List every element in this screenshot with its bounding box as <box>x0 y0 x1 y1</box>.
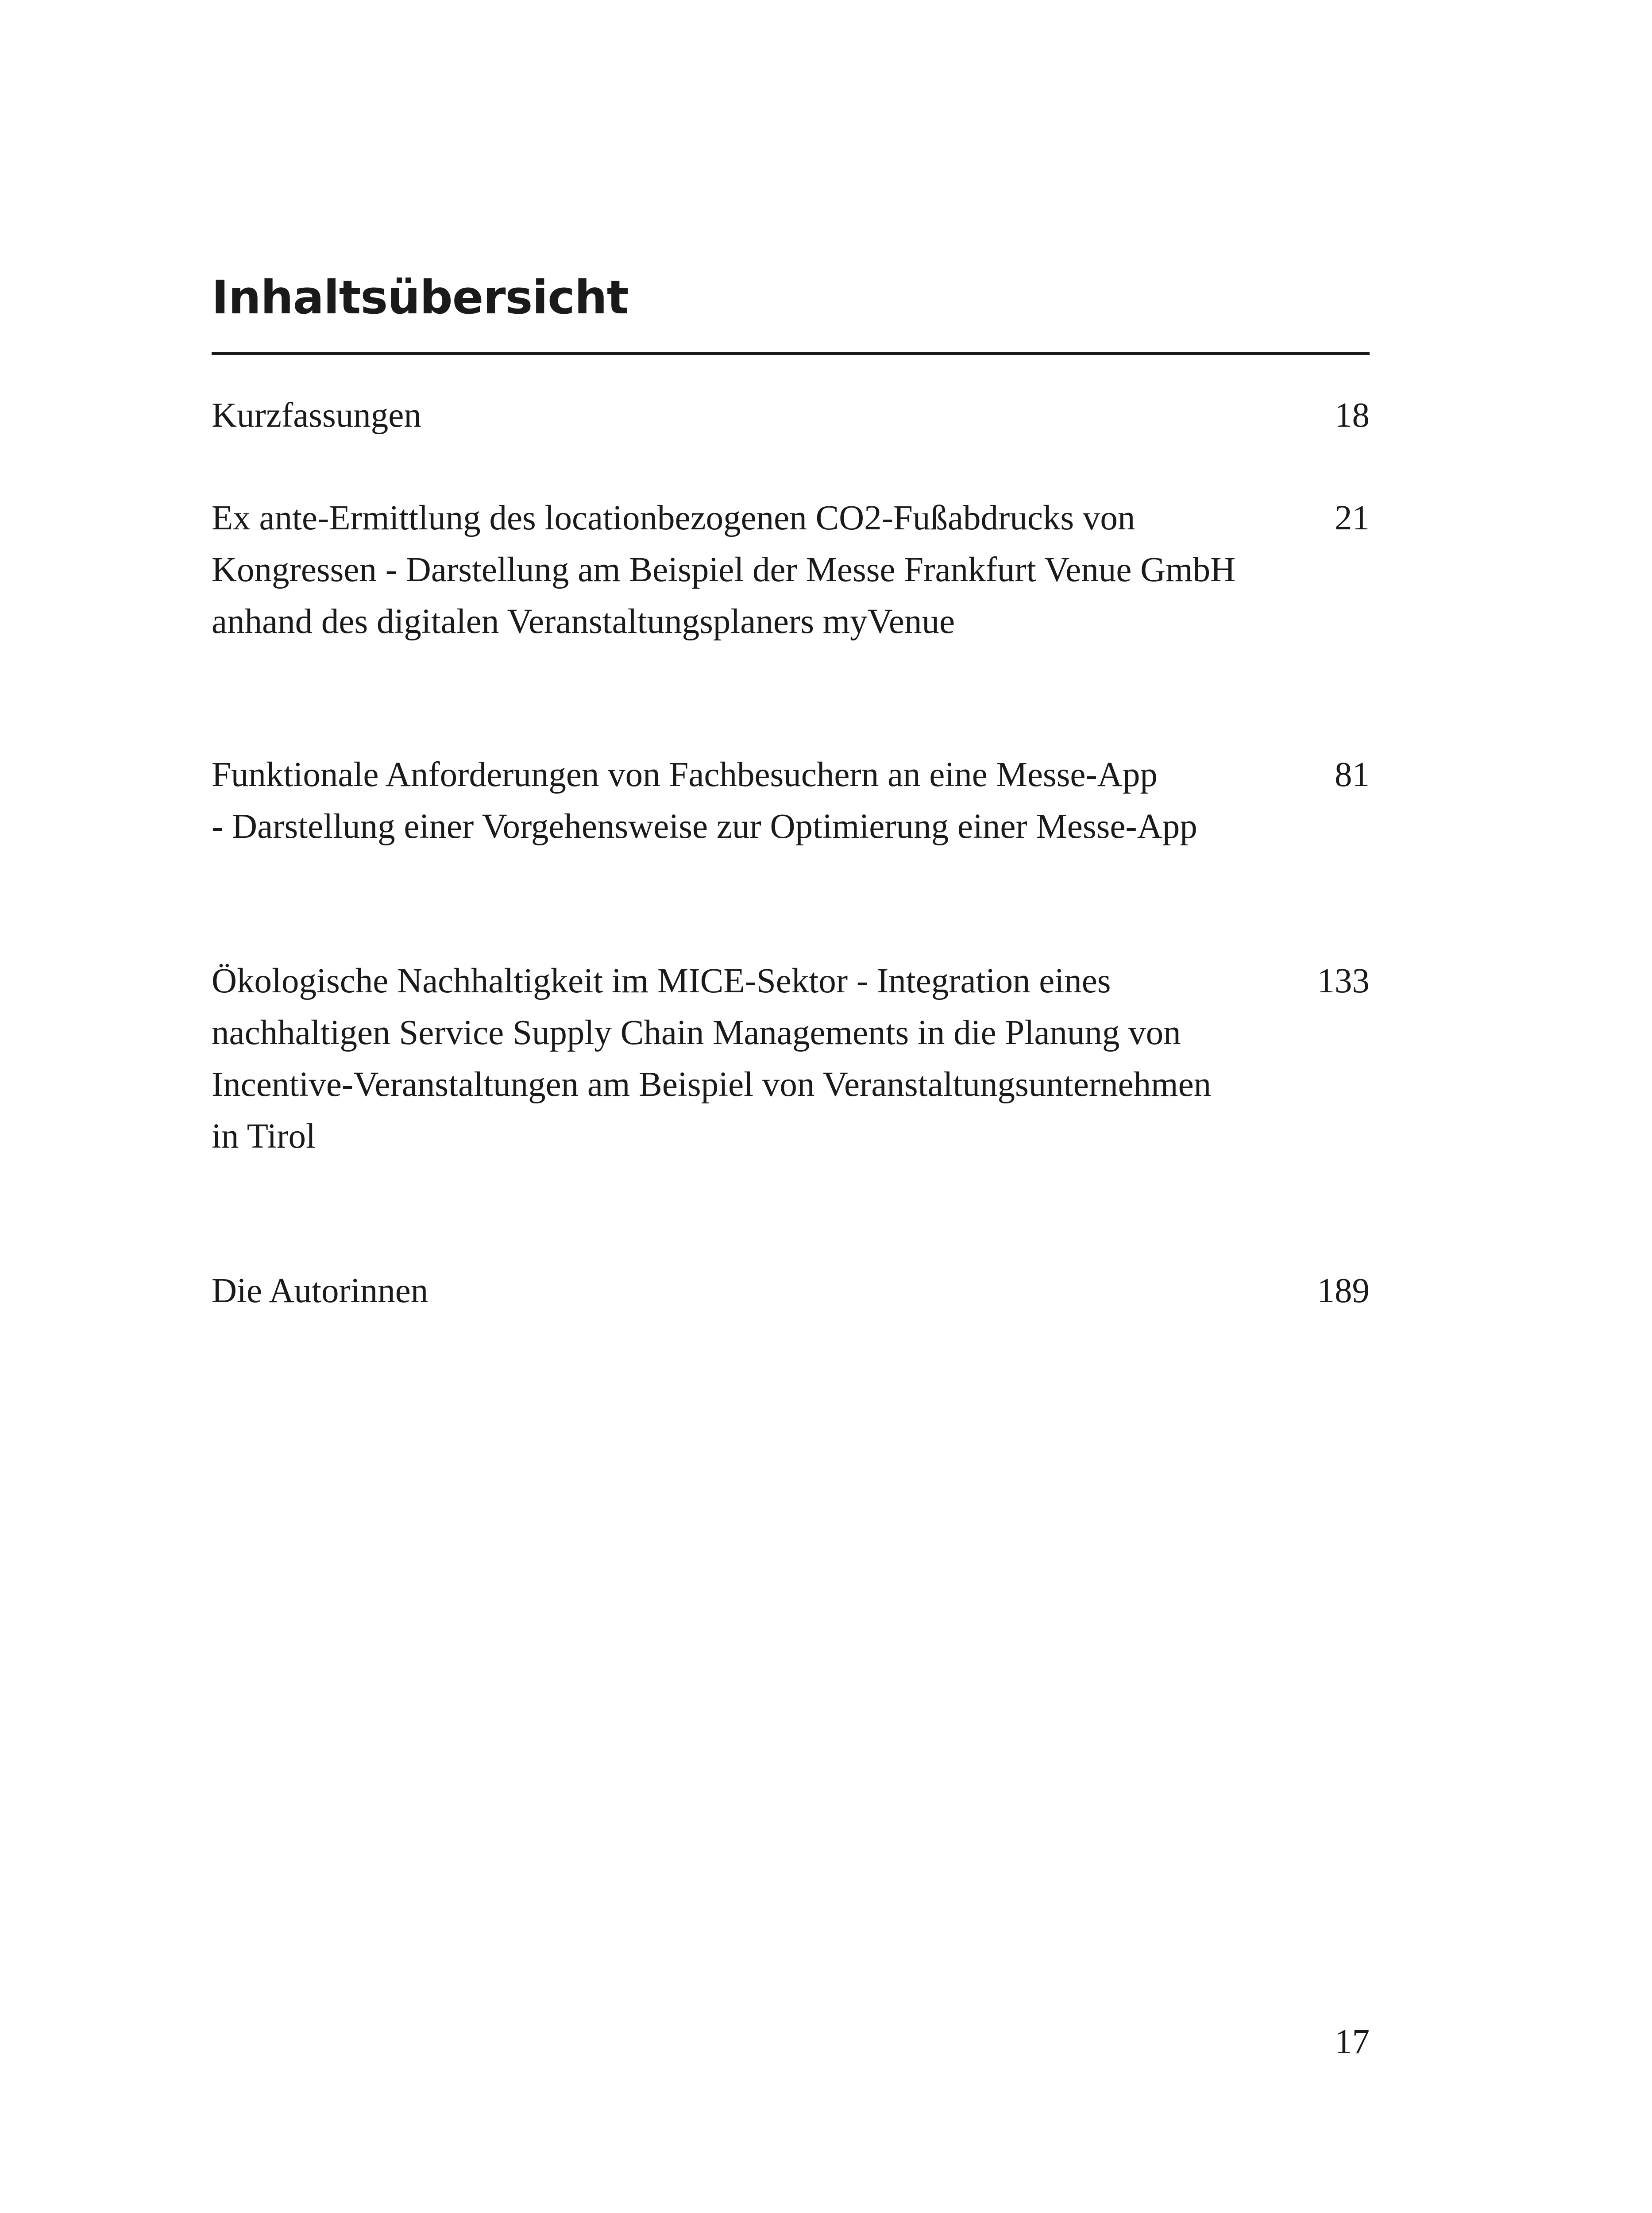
page-title: Inhaltsübersicht <box>212 270 629 324</box>
toc-entry-title: Kurzfassungen <box>212 396 421 435</box>
title-divider <box>212 352 1370 355</box>
toc-entry-page-number: 81 <box>1335 756 1370 794</box>
toc-entry-title: Funktionale Anforderungen von Fachbesuchern an eine Messe-App - Darstellung einer Vorgehensweise zur Optimierung einer Messe-App <box>212 756 1197 846</box>
toc-entry-title: Ex ante-Ermittlung des locationbezogenen CO2-Fußabdrucks von Kongressen - Darstellung am Beispiel der Messe Frankfurt Venue GmbH anhand des digitalen Veranstaltungsplaners myVenue <box>212 499 1236 641</box>
page-number: 17 <box>1335 2023 1370 2061</box>
toc-entry-page-number: 18 <box>1335 396 1370 435</box>
toc-entry-title: Die Autorinnen <box>212 1272 428 1310</box>
toc-entry-title: Ökologische Nachhaltigkeit im MICE-Sektor - Integration eines nachhaltigen Service Supply Chain Managements in die Planung von Incentive-Veranstaltungen am Beispiel von Veranstaltungsunternehmen in Tirol <box>212 962 1212 1156</box>
toc-entry-page-number: 133 <box>1317 962 1370 1000</box>
toc-entry-page-number: 189 <box>1317 1272 1370 1310</box>
toc-entry-page-number: 21 <box>1335 499 1370 537</box>
